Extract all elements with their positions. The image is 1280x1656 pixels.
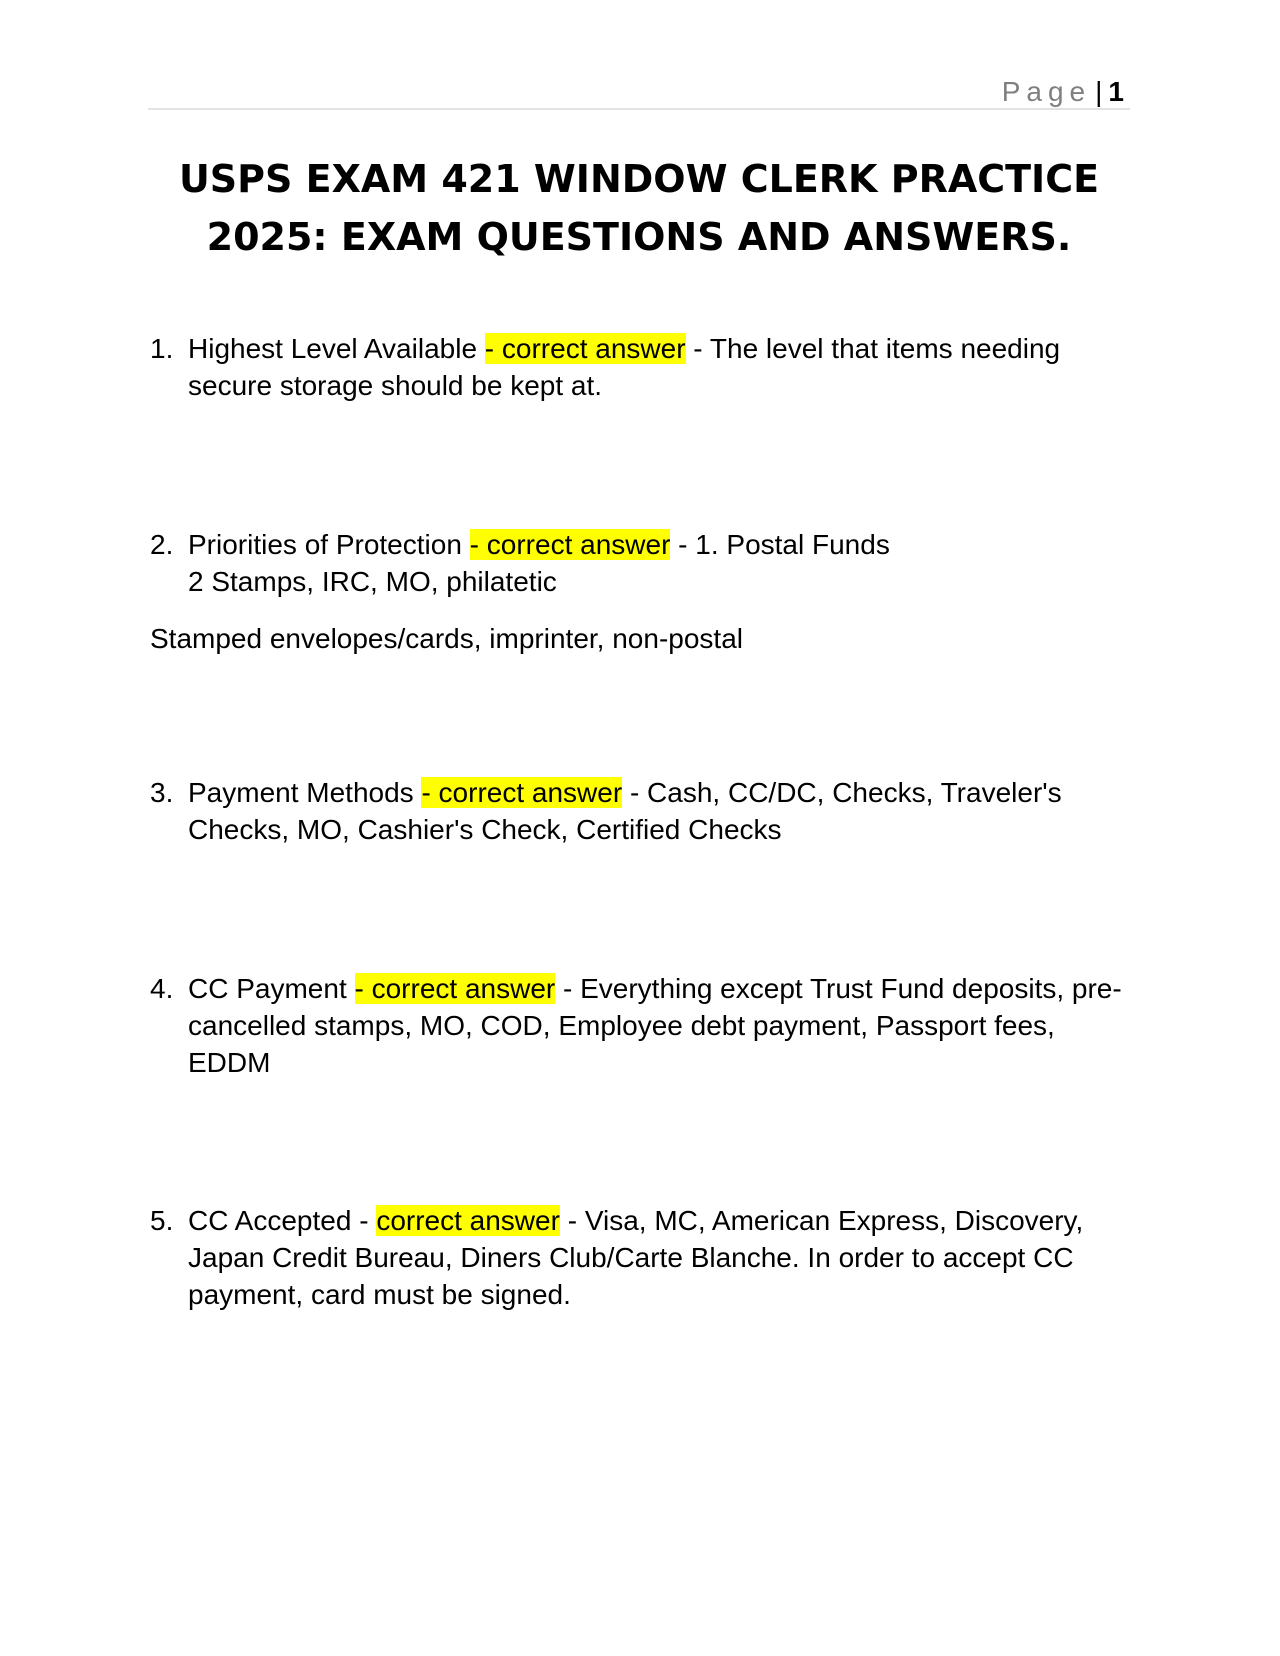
page-number: 1 [1108,76,1124,107]
qa-term: Priorities of Protection [188,529,470,560]
qa-body [188,1202,1130,1313]
qa-body [188,970,1130,1081]
qa-definition: - Cash, CC/DC, Checks, Traveler's Checks, MO, Cashier's Check, Certified Checks [188,777,1062,845]
qa-number: 2. [150,529,174,560]
qa-number: 3. [150,777,174,808]
qa-pre-plain: - [359,1205,377,1236]
page-number-label [1002,76,1124,108]
correct-answer-highlight: - correct answer [484,333,686,364]
qa-term: CC Accepted [188,1205,360,1236]
qa-number: 1. [150,333,174,364]
qa-number: 5. [150,1205,174,1236]
qa-body [188,774,1130,848]
qa-term: CC Payment [188,973,355,1004]
qa-definition: - 1. Postal Funds [670,529,890,560]
qa-definition: - Visa, MC, American Express, Discovery, Japan Credit Bureau, Diners Club/Carte Blanche. In order to accept CC payment, card must be signed. [188,1205,1084,1310]
qa-number: 4. [150,973,174,1004]
qa-item [148,330,1130,404]
qa-term: Highest Level Available [188,333,485,364]
title-line-2: 2025: EXAM QUESTIONS AND ANSWERS. [206,215,1072,259]
correct-answer-highlight: - correct answer [354,973,556,1004]
qa-item [148,526,1130,600]
title-line-1: USPS EXAM 421 WINDOW CLERK PRACTICE [178,157,1100,201]
page-header [148,72,1130,110]
page-separator: | [1095,76,1103,107]
correct-answer-highlight: - correct answer [421,777,623,808]
correct-answer-highlight: correct answer [376,1205,560,1236]
qa-item [148,970,1130,1081]
qa-item [148,1202,1130,1313]
page-word: Page [1001,76,1092,107]
document-title [148,150,1130,266]
continuation-text: Stamped envelopes/cards, imprinter, non-postal [150,623,743,654]
qa-definition: - Everything except Trust Fund deposits, pre-cancelled stamps, MO, COD, Employee debt payment, Passport fees, EDDM [188,973,1122,1078]
qa-body [188,330,1130,404]
qa-definition-line-2: 2 Stamps, IRC, MO, philatetic [188,566,557,597]
qa-body [188,526,1130,600]
qa-definition: - The level that items needing secure storage should be kept at. [188,333,1061,401]
qa-item [148,774,1130,848]
qa-term: Payment Methods [188,777,422,808]
correct-answer-highlight: - correct answer [469,529,671,560]
